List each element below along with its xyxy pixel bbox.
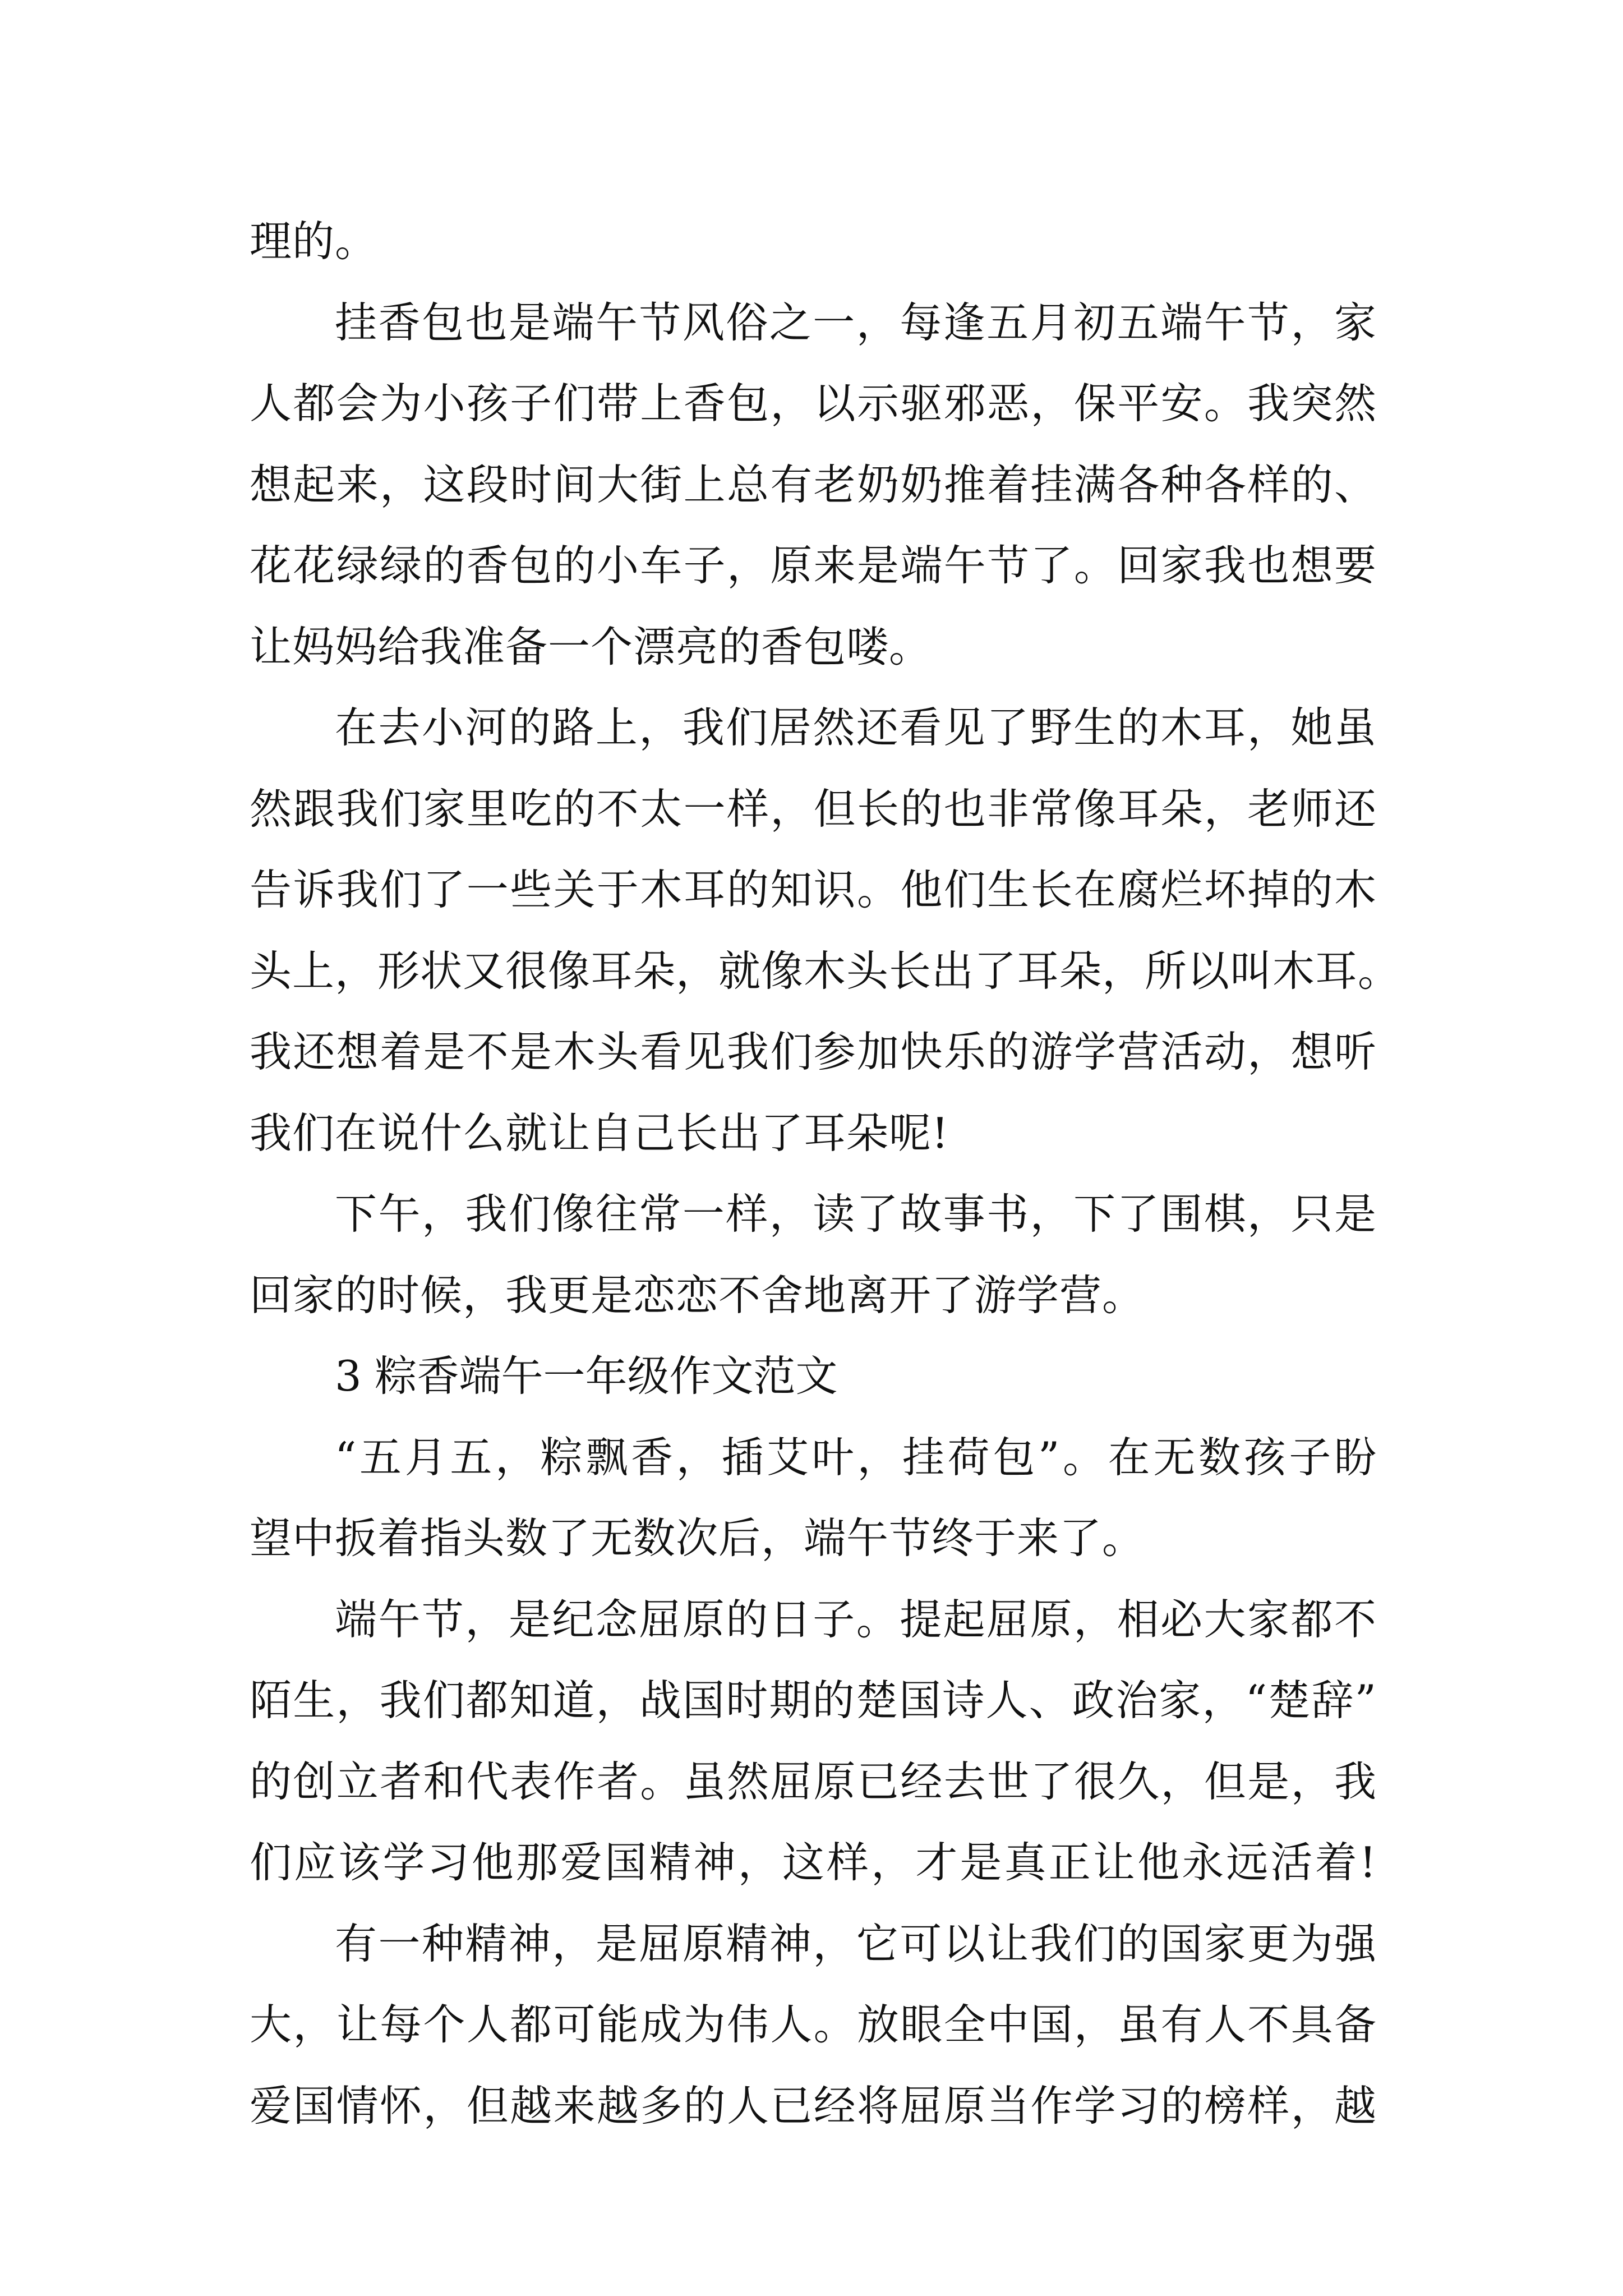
- text-line: 在去小河的路上，我们居然还看见了野生的木耳，她虽: [335, 703, 1377, 752]
- text-line: 人都会为小孩子们带上香包，以示驱邪恶，保平安。我突然: [250, 379, 1377, 428]
- text-line: 想起来，这段时间大街上总有老奶奶推着挂满各种各样的、: [250, 459, 1377, 509]
- text-line: 下午，我们像往常一样，读了故事书，下了围棋，只是: [335, 1189, 1377, 1239]
- body-text: [250, 201, 1401, 2146]
- text-line: 让妈妈给我准备一个漂亮的香包喽。: [250, 622, 932, 671]
- text-line: 我们在说什么就让自己长出了耳朵呢!: [250, 1108, 949, 1158]
- text-line: 我还想着是不是木头看见我们参加快乐的游学营活动，想听: [250, 1027, 1377, 1076]
- text-line: 爱国情怀，但越来越多的人已经将屈原当作学习的榜样，越: [250, 2081, 1377, 2131]
- text-line: 大，让每个人都可能成为伟人。放眼全中国，虽有人不具备: [250, 2000, 1377, 2049]
- text-line: 的创立者和代表作者。虽然屈原已经去世了很久，但是，我: [250, 1756, 1377, 1806]
- text-line: “五月五，粽飘香，插艾叶，挂荷包”。在无数孩子盼: [335, 1432, 1377, 1482]
- text-line: 有一种精神，是屈原精神，它可以让我们的国家更为强: [335, 1918, 1377, 1968]
- text-line: 端午节，是纪念屈原的日子。提起屈原，相必大家都不: [335, 1594, 1377, 1644]
- text-line: 然跟我们家里吃的不太一样，但长的也非常像耳朵，老师还: [250, 784, 1377, 834]
- text-line: 挂香包也是端午节风俗之一，每逢五月初五端午节，家: [335, 297, 1377, 347]
- section-heading: 3 粽香端午一年级作文范文: [335, 1351, 838, 1401]
- text-line: 们应该学习他那爱国精神，这样，才是真正让他永远活着!: [250, 1838, 1377, 1887]
- text-line: 陌生，我们都知道，战国时期的楚国诗人、政治家，“楚辞”: [250, 1676, 1377, 1725]
- text-line: 回家的时候，我更是恋恋不舍地离开了游学营。: [250, 1270, 1145, 1320]
- text-line: 头上，形状又很像耳朵，就像木头长出了耳朵，所以叫木耳。: [250, 946, 1401, 996]
- text-line: 望中扳着指头数了无数次后，端午节终于来了。: [250, 1513, 1145, 1563]
- text-line: 告诉我们了一些关于木耳的知识。他们生长在腐烂坏掉的木: [250, 865, 1377, 914]
- text-line: 花花绿绿的香包的小车子，原来是端午节了。回家我也想要: [250, 541, 1377, 590]
- text-line: 理的。: [250, 217, 378, 266]
